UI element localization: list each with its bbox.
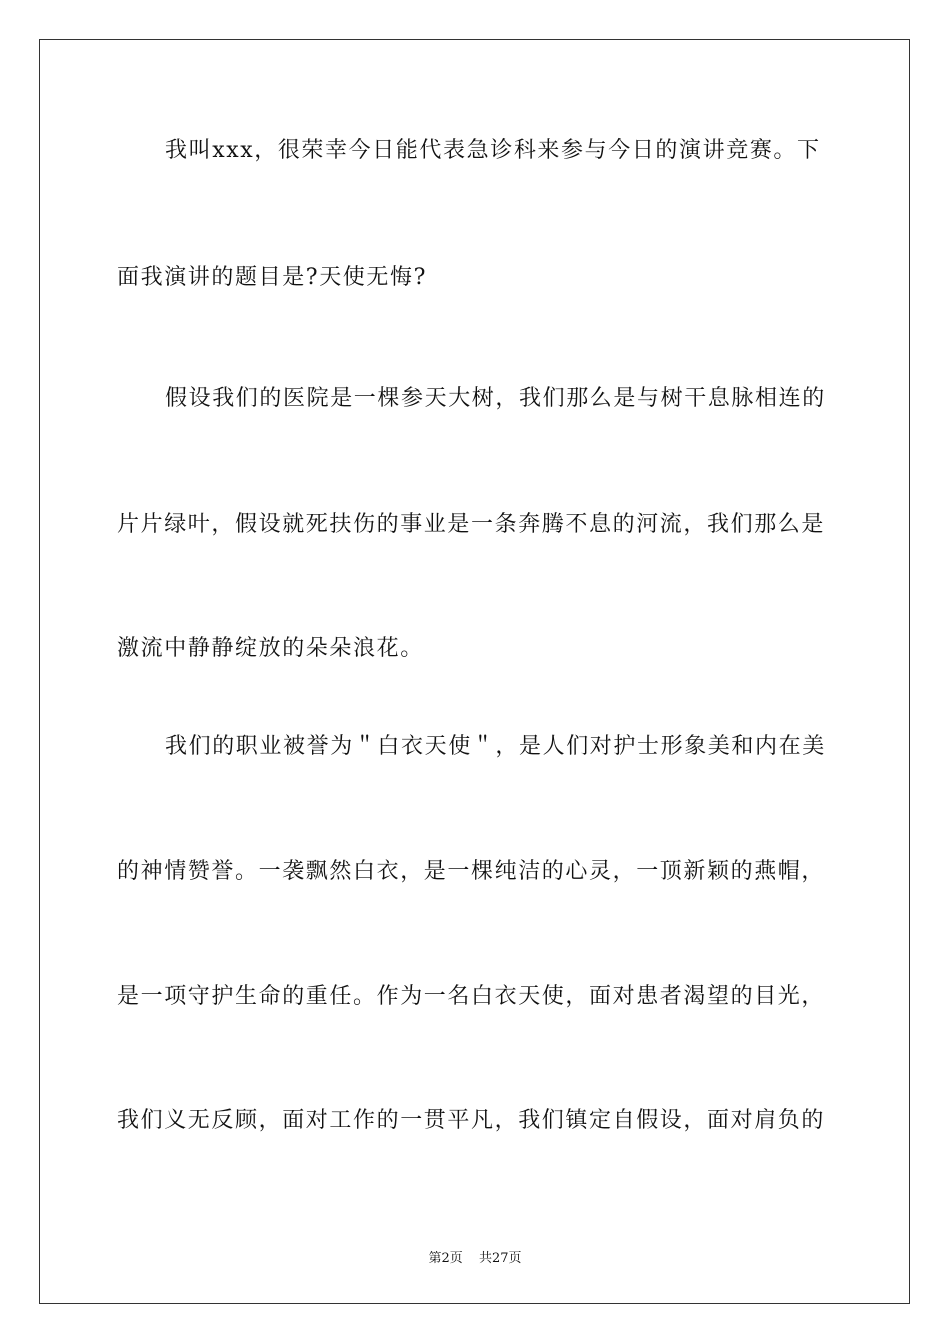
page-total: 共27页 — [478, 1251, 522, 1266]
text-line-1: 我叫xxx，很荣幸今日能代表急诊科来参与今日的演讲竞赛。下 — [165, 138, 821, 163]
text-line-7: 的神情赞誉。一袭飘然白衣，是一棵纯洁的心灵，一顶新颖的燕帽， — [117, 859, 826, 884]
text-line-8: 是一项守护生命的重任。作为一名白衣天使，面对患者渴望的目光， — [117, 984, 826, 1009]
text-line-4: 片片绿叶，假设就死扶伤的事业是一条奔腾不息的河流，我们那么是 — [117, 512, 826, 537]
page-footer — [0, 1247, 950, 1266]
text-line-2: 面我演讲的题目是?天使无悔? — [117, 265, 427, 290]
text-line-9: 我们义无反顾，面对工作的一贯平凡，我们镇定自假设，面对肩负的 — [117, 1108, 826, 1133]
text-line-5: 激流中静静绽放的朵朵浪花。 — [117, 636, 424, 661]
text-line-6: 我们的职业被誉为＂白衣天使＂，是人们对护士形象美和内在美 — [165, 734, 826, 759]
page-number: 第2页 — [428, 1251, 463, 1266]
text-line-3: 假设我们的医院是一棵参天大树，我们那么是与树干息脉相连的 — [165, 386, 826, 411]
